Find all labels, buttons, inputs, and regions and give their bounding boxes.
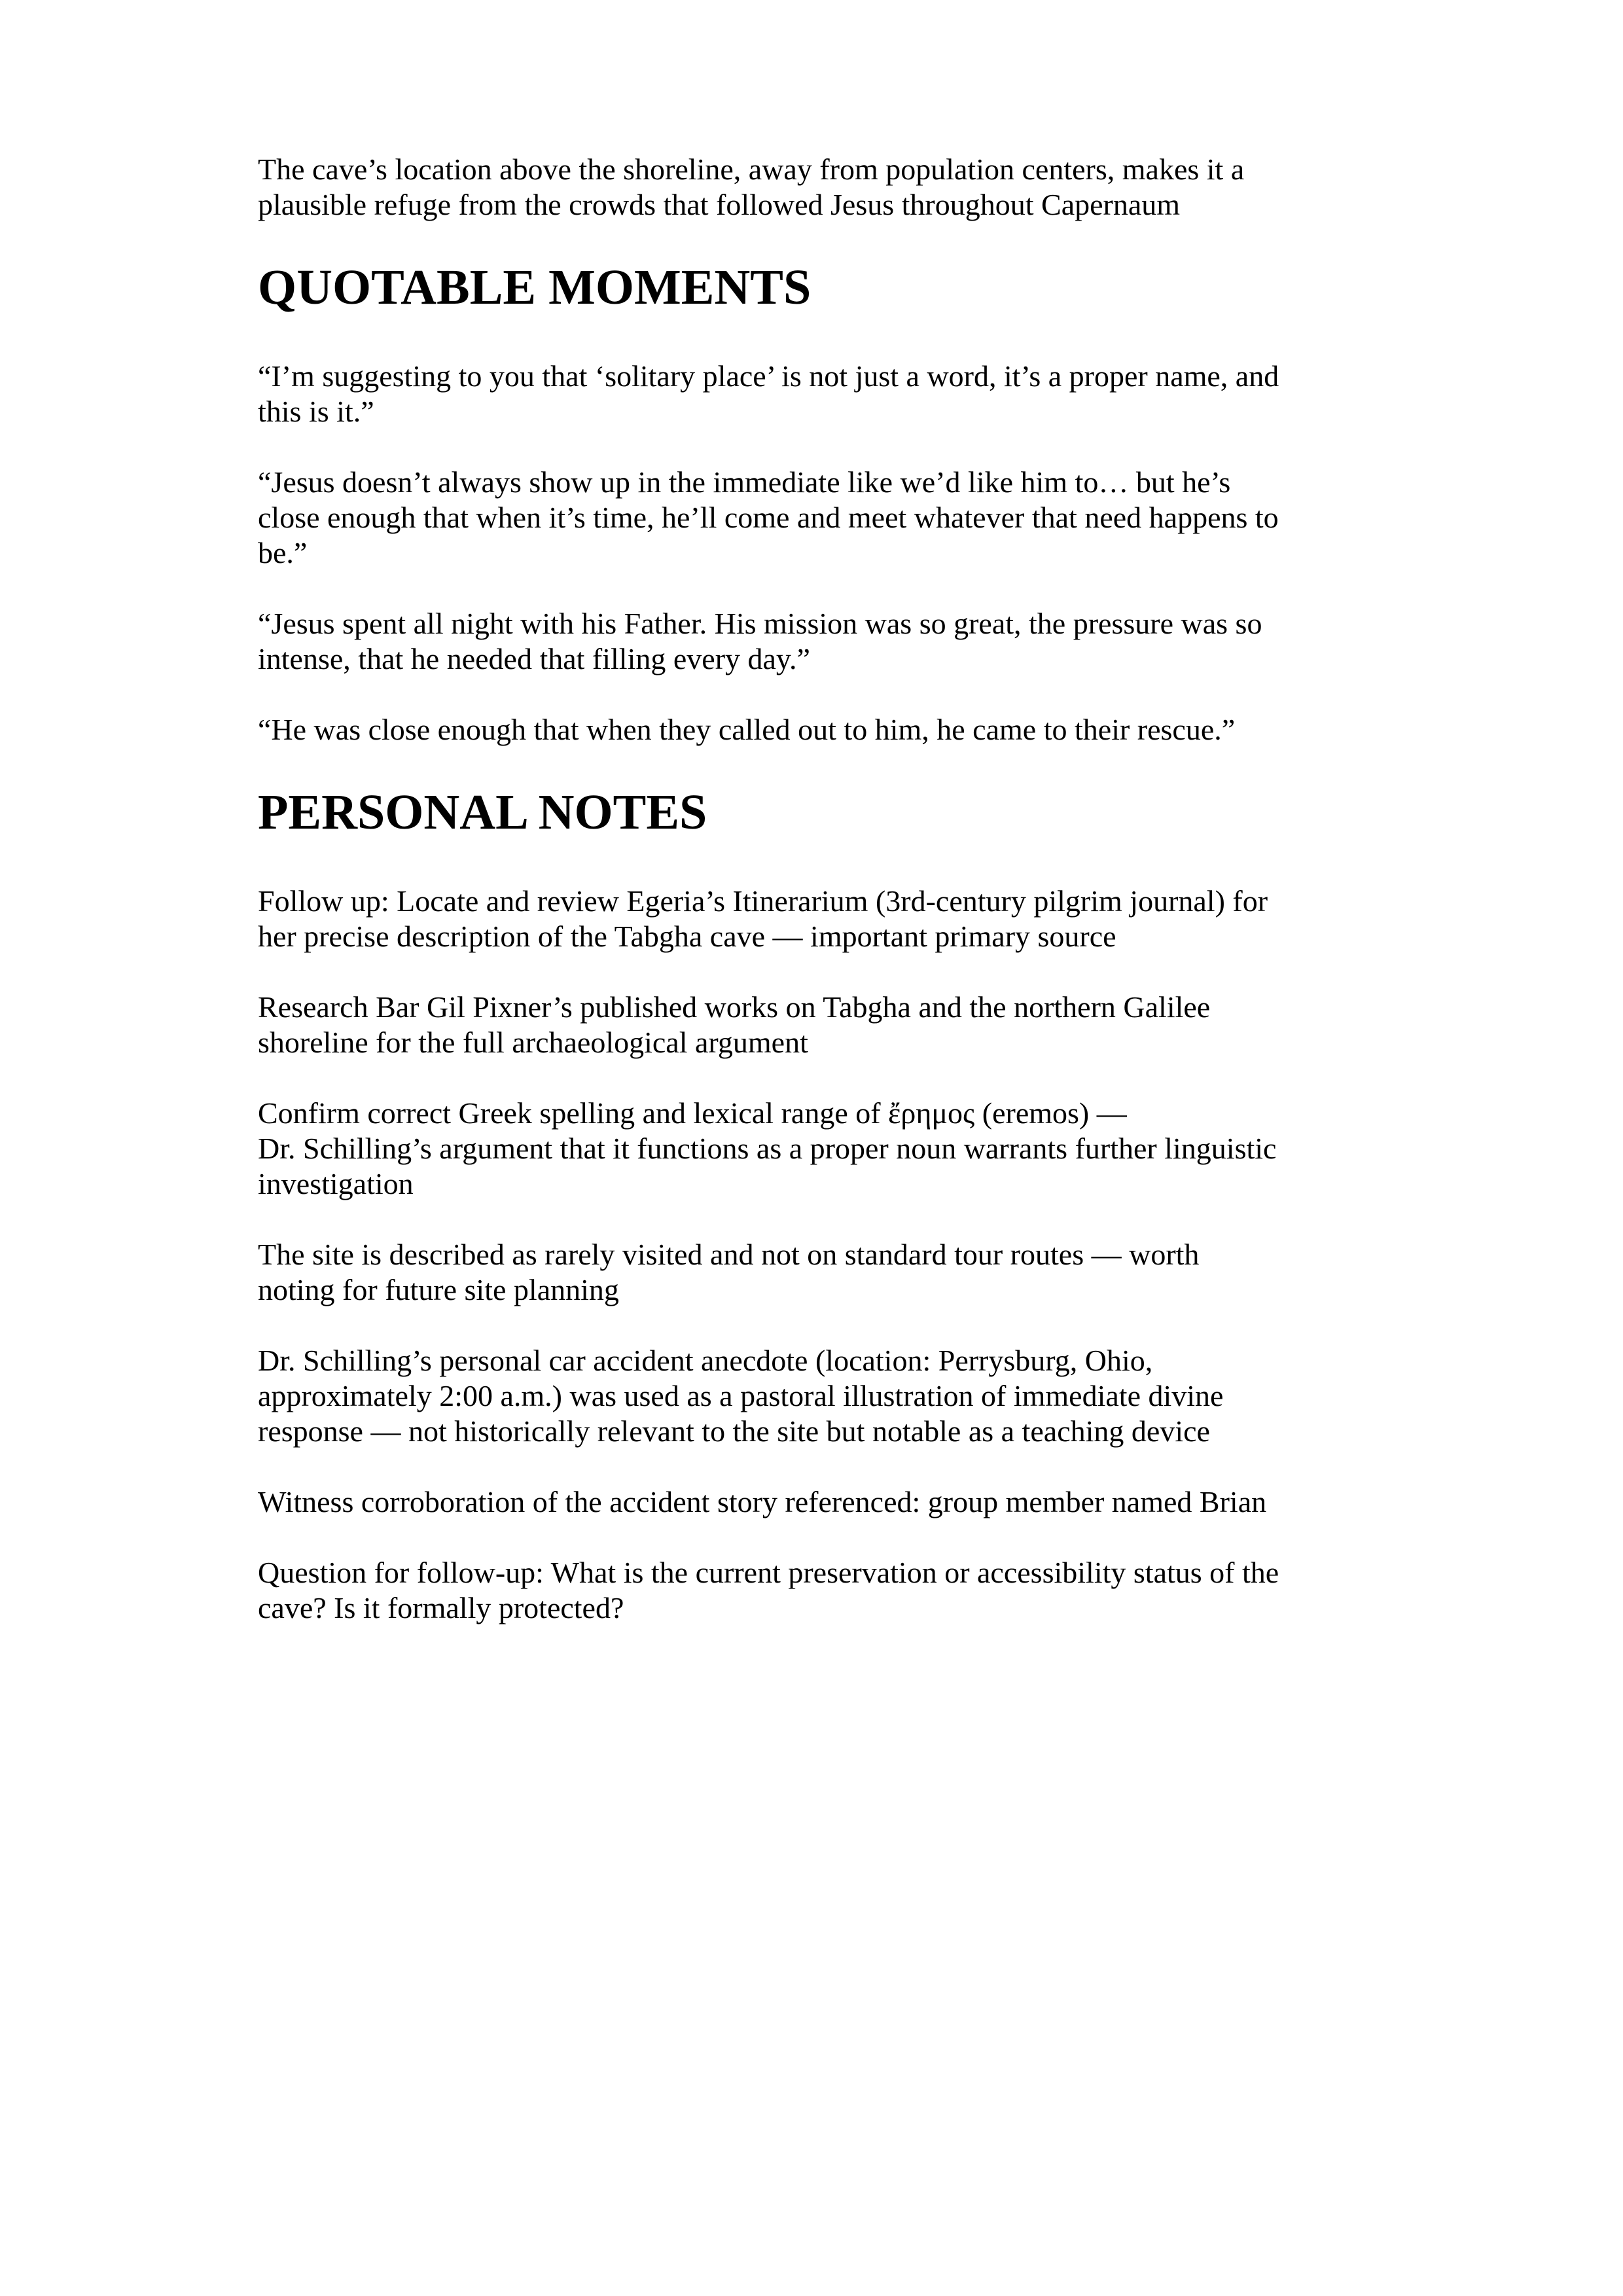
text-line: Research Bar Gil Pixner’s published works on Tabgha and the northern Galilee <box>258 990 1211 1024</box>
quote-paragraph <box>258 606 1383 677</box>
quote-paragraph <box>258 712 1383 747</box>
text-line: Follow up: Locate and review Egeria’s Itinerarium (3rd-century pilgrim journal) for <box>258 884 1268 918</box>
text-line: Dr. Schilling’s argument that it functions as a proper noun warrants further linguistic <box>258 1132 1277 1165</box>
document-page <box>258 152 1383 1661</box>
text-line: intense, that he needed that filling every day.” <box>258 642 810 675</box>
text-line: noting for future site planning <box>258 1273 619 1306</box>
intro-section <box>258 152 1383 223</box>
text-line: “Jesus spent all night with his Father. His mission was so great, the pressure was so <box>258 607 1262 640</box>
text-line: be.” <box>258 536 308 569</box>
text-line: Question for follow-up: What is the current preservation or accessibility status of the <box>258 1556 1279 1589</box>
quotable-moments-section <box>258 258 1383 747</box>
note-paragraph <box>258 1343 1383 1449</box>
personal-notes-section <box>258 783 1383 1626</box>
text-line: approximately 2:00 a.m.) was used as a pastoral illustration of immediate divine <box>258 1379 1224 1412</box>
text-line: “He was close enough that when they called out to him, he came to their rescue.” <box>258 713 1236 746</box>
text-line: this is it.” <box>258 395 374 428</box>
section-heading-quotable-moments: QUOTABLE MOMENTS <box>258 260 812 315</box>
intro-paragraph <box>258 152 1383 223</box>
text-line: her precise description of the Tabgha cave — important primary source <box>258 920 1116 953</box>
note-paragraph <box>258 1484 1383 1520</box>
text-line: Confirm correct Greek spelling and lexical range of ἔρημος (eremos) — <box>258 1096 1127 1130</box>
text-line: cave? Is it formally protected? <box>258 1591 624 1624</box>
text-line: shoreline for the full archaeological argument <box>258 1026 808 1059</box>
note-paragraph <box>258 1555 1383 1626</box>
quote-paragraph <box>258 359 1383 429</box>
text-line: response — not historically relevant to the site but notable as a teaching device <box>258 1414 1210 1448</box>
text-line: “Jesus doesn’t always show up in the immediate like we’d like him to… but he’s <box>258 465 1231 499</box>
quote-paragraph <box>258 465 1383 571</box>
text-line: The site is described as rarely visited and not on standard tour routes — worth <box>258 1238 1200 1271</box>
section-heading-personal-notes: PERSONAL NOTES <box>258 785 707 840</box>
text-line: investigation <box>258 1167 414 1200</box>
note-paragraph <box>258 1096 1383 1202</box>
text-line: plausible refuge from the crowds that followed Jesus throughout Capernaum <box>258 188 1181 221</box>
text-line: close enough that when it’s time, he’ll come and meet whatever that need happens to <box>258 501 1279 534</box>
note-paragraph <box>258 1237 1383 1308</box>
text-line: Dr. Schilling’s personal car accident anecdote (location: Perrysburg, Ohio, <box>258 1344 1153 1377</box>
text-line: Witness corroboration of the accident story referenced: group member named Brian <box>258 1485 1267 1518</box>
note-paragraph <box>258 990 1383 1060</box>
text-line: The cave’s location above the shoreline, away from population centers, makes it a <box>258 152 1245 186</box>
text-line: “I’m suggesting to you that ‘solitary place’ is not just a word, it’s a proper name, and <box>258 359 1279 393</box>
note-paragraph <box>258 884 1383 954</box>
